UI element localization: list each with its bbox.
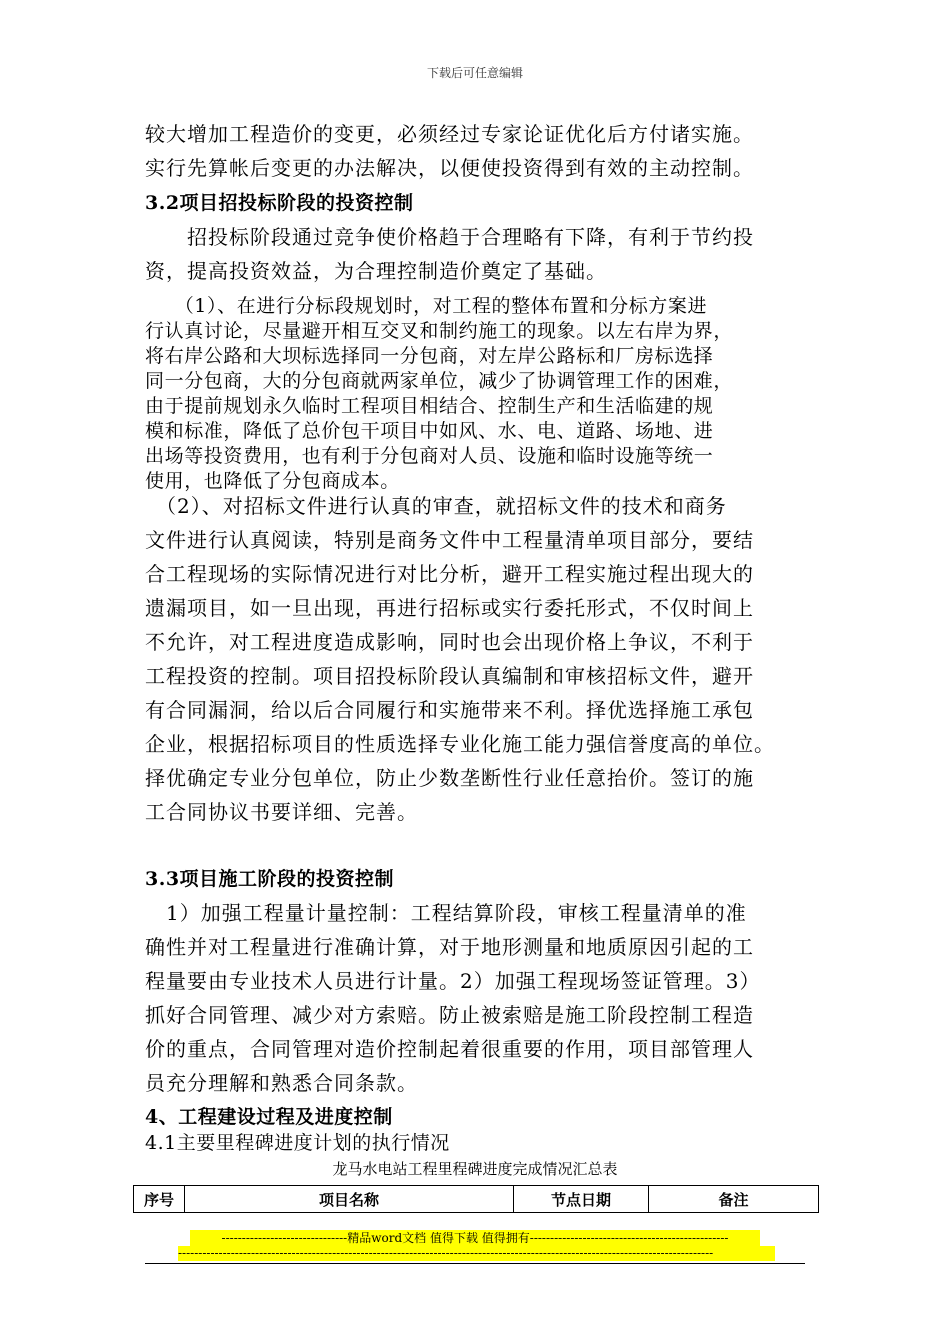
page-header: 下载后可任意编辑 bbox=[426, 66, 523, 80]
footer-rule bbox=[145, 1263, 805, 1264]
paragraph-line: 确性并对工程量进行准确计算，对于地形测量和地质原因引起的工 bbox=[145, 935, 754, 959]
paragraph-line: 工程投资的控制。项目招投标阶段认真编制和审核招标文件，避开 bbox=[145, 664, 754, 688]
paragraph-line: 1）加强工程量计量控制：工程结算阶段，审核工程量清单的准 bbox=[145, 901, 747, 925]
paragraph-line: 文件进行认真阅读，特别是商务文件中工程量清单项目部分，要结 bbox=[145, 528, 754, 552]
section-heading-3-2: 3.2项目招投标阶段的投资控制 bbox=[145, 192, 414, 214]
paragraph-line: 企业，根据招标项目的性质选择专业化施工能力强信誉度高的单位。 bbox=[145, 732, 775, 756]
table-header-row bbox=[134, 1186, 819, 1213]
paragraph-line: （1）、在进行分标段规划时，对工程的整体布置和分标方案进 bbox=[145, 295, 708, 317]
table-header-cell: 节点日期 bbox=[514, 1186, 649, 1213]
table-header-cell: 序号 bbox=[134, 1186, 185, 1213]
paragraph-line: （2）、对招标文件进行认真的审查，就招标文件的技术和商务 bbox=[145, 494, 727, 518]
paragraph-line: 工合同协议书要详细、完善。 bbox=[145, 800, 418, 824]
paragraph-line: 不允许，对工程进度造成影响，同时也会出现价格上争议，不利于 bbox=[145, 630, 754, 654]
paragraph-line: 程量要由专业技术人员进行计量。2）加强工程现场签证管理。3） bbox=[145, 969, 761, 993]
paragraph-line: 招投标阶段通过竞争使价格趋于合理略有下降，有利于节约投 bbox=[145, 225, 754, 249]
table-header-cell: 备注 bbox=[649, 1186, 819, 1213]
section-heading-4: 4、工程建设过程及进度控制 bbox=[145, 1106, 393, 1128]
paragraph-line: 使用，也降低了分包商成本。 bbox=[145, 470, 400, 492]
paragraph-line: 较大增加工程造价的变更，必须经过专家论证优化后方付诸实施。 bbox=[145, 122, 754, 146]
footer-dash-line: ------------------------------------------------------------------------------------------------------------------------------------ bbox=[178, 1246, 775, 1261]
paragraph-line: 由于提前规划永久临时工程项目相结合、控制生产和生活临建的规 bbox=[145, 395, 714, 417]
table-caption: 龙马水电站工程里程碑进度完成情况汇总表 bbox=[332, 1160, 618, 1178]
section-heading-3-3: 3.3项目施工阶段的投资控制 bbox=[145, 868, 395, 890]
paragraph-line: 实行先算帐后变更的办法解决，以便使投资得到有效的主动控制。 bbox=[145, 156, 754, 180]
paragraph-line: 遗漏项目，如一旦出现，再进行招标或实行委托形式，不仅时间上 bbox=[145, 596, 754, 620]
paragraph-line: 择优确定专业分包单位，防止少数垄断性行业任意抬价。签订的施 bbox=[145, 766, 754, 790]
subsection-heading-4-1: 4.1主要里程碑进度计划的执行情况 bbox=[145, 1132, 450, 1154]
paragraph-line: 行认真讨论，尽量避开相互交叉和制约施工的现象。以左右岸为界， bbox=[145, 320, 734, 342]
paragraph-line: 合工程现场的实际情况进行对比分析，避开工程实施过程出现大的 bbox=[145, 562, 754, 586]
paragraph-line: 价的重点，合同管理对造价控制起着很重要的作用，项目部管理人 bbox=[145, 1037, 754, 1061]
table-header-cell: 项目名称 bbox=[185, 1186, 514, 1213]
paragraph-line: 出场等投资费用，也有利于分包商对人员、设施和临时设施等统一 bbox=[145, 445, 714, 467]
milestone-table bbox=[133, 1185, 819, 1213]
paragraph-line: 抓好合同管理、减少对方索赔。防止被索赔是施工阶段控制工程造 bbox=[145, 1003, 754, 1027]
paragraph-line: 有合同漏洞，给以后合同履行和实施带来不利。择优选择施工承包 bbox=[145, 698, 754, 722]
paragraph-line: 资，提高投资效益，为合理控制造价奠定了基础。 bbox=[145, 259, 607, 283]
paragraph-line: 员充分理解和熟悉合同条款。 bbox=[145, 1071, 418, 1095]
paragraph-line: 同一分包商，大的分包商就两家单位，减少了协调管理工作的困难， bbox=[145, 370, 734, 392]
paragraph-line: 将右岸公路和大坝标选择同一分包商，对左岸公路标和厂房标选择 bbox=[145, 345, 714, 367]
paragraph-line: 模和标准，降低了总价包干项目中如风、水、电、道路、场地、进 bbox=[145, 420, 714, 442]
footer-banner: -------------------------------精品word文档 值得下载 值得拥有------------------------------------------------- bbox=[190, 1230, 760, 1246]
